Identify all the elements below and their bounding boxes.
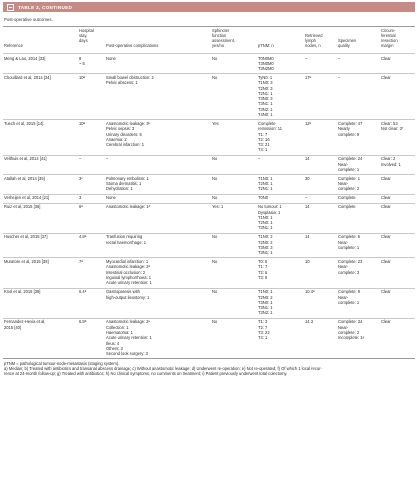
footnote-line: pTNM = pathological tumour-node-metastasis (staging system).	[4, 360, 120, 366]
table-icon	[7, 4, 14, 11]
cell-comp-line: None	[106, 55, 116, 61]
cell-ptnm-line: T2N1: 1	[258, 186, 273, 192]
cell-quality-line: complete: 1	[338, 166, 360, 172]
cell-sph	[212, 56, 217, 61]
cell-comp-line: Anastomotic leakage: 2ᵉ	[106, 319, 151, 325]
cell-ptnm	[258, 204, 282, 230]
cell-comp-line: Intestinal occlusion: 2	[106, 269, 146, 275]
cell-comp-line: None	[106, 195, 116, 201]
header-complications	[106, 43, 158, 48]
cell-sph-line: No	[212, 319, 218, 325]
cell-sph-line: No	[212, 175, 218, 181]
cell-comp-line: Collection: 1	[106, 324, 129, 330]
cell-nodes	[305, 204, 310, 209]
cell-ptnm-line: T3N0M0	[258, 60, 274, 66]
cell-margin-line: Clear: 53	[381, 121, 398, 126]
header-resection-margin-line: resection	[381, 37, 398, 43]
header-bottom-rule	[3, 53, 415, 54]
header-resection-margin-line: ferential	[381, 32, 396, 38]
cell-quality	[338, 121, 362, 137]
cell-nodes-line: –	[305, 195, 308, 201]
cell-quality-line: Complete: 24	[338, 156, 363, 162]
cell-ptnm	[258, 195, 268, 200]
cell-comp-line: Second look surgery: 3	[106, 351, 148, 357]
cell-nodes	[305, 121, 311, 126]
cell-ref	[4, 176, 45, 181]
cell-margin-line: Clear	[381, 234, 391, 240]
cell-ptnm-line: T2N0: 2	[258, 294, 273, 300]
cell-sph	[212, 121, 219, 126]
cell-margin-line: Clear	[381, 175, 391, 181]
cell-quality	[338, 234, 360, 250]
header-lymph-nodes	[305, 33, 323, 49]
cell-quality	[338, 259, 362, 275]
cell-stay	[79, 176, 83, 181]
cell-comp-line: Pelvic abscess: 1	[106, 80, 138, 86]
footnote-line: rence at 24-month follow-up; g) Treated with antibiotics; h) No clinical symptoms, no comments on treatment; i) Patient previously underwent total colectomy.	[4, 371, 288, 377]
cell-sph-line: Yes: 1	[212, 204, 224, 210]
cell-quality-line: Near-	[338, 324, 349, 330]
cell-nodes-line: 12ª	[305, 121, 312, 126]
cell-ptnm-line: T4N0: 1	[258, 112, 273, 118]
cell-margin	[381, 121, 403, 132]
cell-ptnm-line: T0N0M0	[258, 55, 274, 61]
cell-comp-line: Acute urinary retention: 1	[106, 335, 152, 341]
cell-margin	[381, 156, 401, 167]
header-ptnm-line: pTNM: n	[258, 43, 274, 49]
cell-comp	[106, 234, 146, 245]
cell-margin	[381, 176, 391, 181]
cell-sph-line: No	[212, 259, 218, 265]
cell-nodes	[305, 319, 313, 324]
cell-comp-line: Cerebral infarction: 1	[106, 142, 144, 148]
cell-sph	[212, 75, 217, 80]
cell-ptnm-line: T3N2: 1	[258, 106, 273, 112]
cell-ptnm-line: T2N0: 1	[258, 220, 273, 226]
cell-quality-line: Near-	[338, 264, 349, 270]
cell-quality-line: complete: 1	[338, 299, 360, 305]
cell-nodes-line: 14	[305, 204, 310, 210]
cell-margin	[381, 234, 391, 239]
cell-ptnm-line: T3N0: 1	[258, 299, 273, 305]
header-sphincter-assessment-line: Sphincter	[212, 27, 230, 33]
cell-nodes-line: 14	[305, 156, 310, 162]
header-sphincter-assessment-line: assessment,	[212, 37, 235, 43]
cell-comp-line: high-output ileostomy: 1	[106, 294, 150, 300]
table-bottom-rule	[3, 358, 415, 359]
cell-ptnm-line: T4: 1	[258, 147, 268, 153]
cell-stay-line: 4.8ª	[79, 234, 87, 240]
cell-margin-line: Clear	[381, 55, 391, 61]
cell-quality-line: complete: 1	[338, 244, 360, 250]
cell-comp-line: Anaemia: 2	[106, 136, 127, 142]
cell-quality-line: Near-	[338, 161, 349, 167]
header-resection-margin-line: Circum-	[381, 27, 396, 33]
cell-ref	[4, 234, 47, 239]
row-divider	[3, 73, 415, 74]
header-sphincter-assessment-line: function	[212, 32, 227, 38]
header-sphincter-assessment	[212, 28, 235, 49]
cell-margin	[381, 319, 391, 324]
cell-stay	[79, 289, 86, 294]
cell-ref-line: Huscher et al, 2015 [37]	[4, 234, 48, 240]
cell-sph	[212, 289, 217, 294]
header-hospital-stay-line: Hospital	[79, 27, 94, 33]
cell-comp	[106, 75, 154, 86]
cell-sph	[212, 156, 217, 161]
cell-margin-line: Clear: 2	[381, 156, 396, 162]
header-specimen-quality-line: quality	[338, 43, 350, 49]
cell-quality-line: –	[338, 55, 341, 61]
cell-quality-line: complete: 9	[338, 131, 360, 137]
cell-ref-line: Tuech et al, 2015 [14]	[4, 121, 44, 126]
cell-comp	[106, 56, 116, 61]
cell-stay	[79, 319, 86, 324]
cell-ref	[4, 195, 49, 200]
cell-ref-line: Fernandez-Hevia et al,	[4, 319, 46, 325]
cell-ptnm-line: T1N0: 1	[258, 214, 273, 220]
cell-sph-line: No	[212, 156, 218, 162]
cell-ptnm-line: T1: 3	[258, 319, 268, 325]
header-top-rule	[3, 26, 415, 27]
cell-ptnm-line: Complete	[258, 121, 276, 126]
cell-nodes-line: 10	[305, 259, 310, 265]
cell-quality-line: Complete: 9	[338, 289, 361, 295]
cell-ptnm-line: T0: 5	[258, 259, 268, 265]
cell-comp-line: Pelvic sepsis: 3	[106, 126, 135, 132]
cell-ptnm-line: T4: 1	[258, 335, 268, 341]
cell-stay	[79, 75, 85, 80]
cell-quality	[338, 289, 360, 305]
cell-ptnm-line: T2: 16	[258, 136, 270, 142]
cell-sph-line: No	[212, 195, 218, 201]
cell-margin-line: Clear	[381, 204, 391, 210]
cell-stay	[79, 156, 81, 161]
cell-comp-line: Others: 3	[106, 345, 123, 351]
cell-margin-line: Clear	[381, 289, 391, 295]
cell-margin-line: Clear	[381, 259, 391, 265]
cell-sph	[212, 204, 223, 209]
cell-stay-line: 6ª	[79, 204, 83, 210]
cell-ptnm-line: T3: 22	[258, 329, 270, 335]
cell-margin	[381, 75, 391, 80]
cell-sph-line: No	[212, 234, 218, 240]
cell-nodes-line: 14.3	[305, 319, 313, 325]
cell-quality-line: Complete: 1	[338, 175, 361, 181]
cell-ptnm	[258, 289, 273, 315]
cell-ptnm-line: Dysplasia: 1	[258, 209, 281, 215]
cell-stay	[79, 195, 81, 200]
cell-quality	[338, 195, 356, 200]
cell-sph-line: No	[212, 75, 218, 80]
cell-ptnm-line: T2N1: 1	[258, 90, 273, 96]
cell-nodes	[305, 195, 307, 200]
cell-ref	[4, 319, 45, 330]
cell-ref	[4, 259, 49, 264]
cell-quality-line: Near-	[338, 239, 349, 245]
cell-nodes-line: 14	[305, 234, 310, 240]
header-specimen-quality-line: Specimen	[338, 37, 357, 43]
cell-nodes	[305, 56, 307, 61]
cell-quality-line: Incomplete: 1ᵍ	[338, 335, 365, 341]
cell-stay-line: 6.4ª	[79, 289, 87, 295]
header-hospital-stay	[79, 28, 94, 44]
header-lymph-nodes-line: Retrieved	[305, 32, 323, 38]
header-hospital-stay-line: days	[79, 37, 88, 43]
cell-margin-line: Involved: 1	[381, 161, 401, 167]
cell-ref-line: 2015 [40]	[4, 324, 22, 330]
cell-ptnm-line: T3: 21	[258, 142, 270, 148]
cell-ptnm-line: T2N0: 1	[258, 181, 273, 187]
cell-sph	[212, 259, 217, 264]
header-specimen-quality	[338, 38, 356, 48]
cell-quality-line: Complete: 47	[338, 121, 363, 126]
cell-comp	[106, 289, 149, 300]
cell-comp-line: Stoma dermatitis: 1	[106, 181, 142, 187]
cell-quality-line: Complete	[338, 195, 356, 201]
cell-margin-line: Clear	[381, 75, 391, 80]
cell-comp-line: Anastomotic leakage: 2ᵈ	[106, 264, 151, 270]
cell-ptnm-line: T3N1: 1	[258, 101, 273, 107]
cell-stay-line: 10ª	[79, 121, 86, 126]
cell-ptnm-line: T1N0: 3	[258, 80, 273, 86]
cell-quality-line: Complete: 34	[338, 319, 363, 325]
cell-quality	[338, 204, 356, 209]
cell-ptnm-line: T2N0: 3	[258, 85, 273, 91]
cell-quality	[338, 56, 340, 61]
cell-ref	[4, 121, 43, 126]
cell-ptnm-line: remission: 11	[258, 126, 283, 132]
cell-ptnm-line: T1N0: 1	[258, 175, 273, 181]
cell-quality-line: Complete: 23	[338, 259, 363, 265]
cell-sph	[212, 195, 217, 200]
cell-quality	[338, 156, 362, 172]
cell-stay	[79, 56, 85, 67]
cell-ptnm-line: T3N1: 1	[258, 250, 273, 256]
cell-comp	[106, 204, 150, 209]
cell-ptnm-line: T1: 7	[258, 264, 268, 270]
cell-margin-line: Clear	[381, 319, 391, 325]
cell-comp-line: Gastroparesis with	[106, 289, 140, 295]
cell-quality-line: Near-	[338, 294, 349, 300]
cell-ref	[4, 289, 40, 294]
cell-quality-line: Nearly	[338, 126, 350, 132]
cell-ptnm	[258, 75, 273, 117]
cell-ptnm	[258, 156, 260, 161]
cell-stay-line: 8	[79, 55, 82, 61]
cell-ptnm-line: T3N2M0	[258, 66, 274, 72]
cell-comp-line: Anastomotic leakage: 3ᵇ	[106, 121, 151, 126]
header-lymph-nodes-line: lymph	[305, 37, 316, 43]
cell-quality-line: complete: 3	[338, 269, 360, 275]
cell-quality	[338, 319, 364, 340]
cell-stay-line: 3ᶜ	[79, 175, 83, 181]
cell-quality-line: Near-	[338, 181, 349, 187]
cell-comp-line: Ileus: 4	[106, 340, 120, 346]
cell-margin	[381, 56, 391, 61]
cell-ref-line: Ruiz et al, 2015 [36]	[4, 204, 41, 210]
cell-stay	[79, 234, 86, 239]
cell-ref	[4, 56, 45, 61]
cell-comp	[106, 259, 152, 285]
cell-ref-line: Velthuis et al, 2014 [41]	[4, 156, 47, 162]
cell-ref-line: Muratore et al, 2015 [38]	[4, 259, 49, 265]
cell-comp	[106, 156, 108, 161]
cell-nodes-line: 10.4ª	[305, 289, 315, 295]
cell-ref-line: Meng & Lau, 2014 [33]	[4, 55, 46, 61]
cell-margin	[381, 259, 391, 264]
cell-sph-line: Yes	[212, 121, 219, 126]
cell-ref-line: Verheijen et al, 2014 [21]	[4, 195, 50, 201]
cell-ptnm-line: T3N1: 1	[258, 225, 273, 231]
cell-nodes	[305, 289, 314, 294]
cell-comp-line: rectal haemorrhage: 1	[106, 239, 147, 245]
cell-comp-line: Inguinal lymphorrhoea: 1	[106, 275, 152, 281]
cell-quality-line: –	[338, 75, 341, 80]
cell-stay-line: 7ª	[79, 259, 83, 265]
cell-ptnm-line: TyN0: 1	[258, 75, 273, 80]
cell-ptnm-line: T3N2: 1	[258, 310, 273, 316]
header-ptnm	[258, 43, 274, 48]
cell-margin	[381, 195, 391, 200]
cell-comp-line: Urinary disorders: 5	[106, 131, 142, 137]
cell-ptnm-line: T0N0	[258, 195, 269, 201]
cell-ptnm	[258, 234, 273, 255]
cell-sph	[212, 234, 217, 239]
cell-comp-line: Dehydration: 1	[106, 186, 133, 192]
cell-quality-line: complete: 2	[338, 186, 360, 192]
cell-comp-line: Small bowel obstruction: 2	[106, 75, 154, 80]
footnote-line: a) Median; b) Treated with antibiotics and transanal abscess drainage; c) Without anastomotic leakage; d) Underwent re-operation; e) Not re-operated; f) Of which 1 local recur-	[4, 366, 322, 371]
cell-nodes	[305, 176, 310, 181]
cell-ptnm-line: T1: 7	[258, 131, 268, 137]
header-reference-line: Reference	[4, 43, 23, 49]
cell-stay	[79, 259, 83, 264]
cell-ptnm-line: T2: 6	[258, 269, 268, 275]
cell-comp-line: Myocardial infarction: 1	[106, 259, 149, 265]
cell-ptnm-line: T1N0: 2	[258, 234, 273, 240]
cell-margin-line: Not clear: 3ᶠ	[381, 126, 403, 132]
cell-ptnm	[258, 259, 267, 280]
cell-comp	[106, 319, 152, 356]
cell-ptnm	[258, 56, 274, 72]
cell-ptnm-line: T2: 7	[258, 324, 268, 330]
cell-stay	[79, 121, 85, 126]
cell-sph-line: No	[212, 289, 218, 295]
cell-comp-line: Haematoma: 1	[106, 329, 133, 335]
cell-quality	[338, 75, 340, 80]
header-complications-line: Post-operative complications	[106, 43, 159, 49]
cell-margin-line: Clear	[381, 195, 391, 201]
cell-ptnm-line: T2N0: 2	[258, 239, 273, 245]
cell-ptnm-line: T1N0: 1	[258, 289, 273, 295]
header-reference	[4, 43, 23, 48]
cell-stay-line: 10ª	[79, 75, 86, 80]
cell-sph	[212, 319, 217, 324]
header-hospital-stay-line: stay,	[79, 32, 88, 38]
cell-ptnm	[258, 176, 273, 192]
cell-sph	[212, 176, 217, 181]
cell-quality-line: Complete: 6	[338, 234, 361, 240]
cell-comp-line: –	[106, 156, 109, 162]
cell-ref	[4, 204, 40, 209]
cell-comp-line: Tranfusion requiring	[106, 234, 143, 240]
cell-ptnm-line: T3N0: 3	[258, 244, 273, 250]
cell-comp	[106, 176, 149, 192]
cell-nodes	[305, 75, 311, 80]
cell-stay-line: 3	[79, 195, 82, 201]
cell-nodes	[305, 234, 310, 239]
cell-stay-line: ~ 5	[79, 60, 85, 66]
cell-margin	[381, 204, 391, 209]
cell-comp-line: Acute urinary retention: 1	[106, 280, 152, 286]
cell-ptnm	[258, 319, 270, 340]
cell-stay	[79, 204, 83, 209]
cell-quality-line: Complete	[338, 204, 356, 210]
cell-ref-line: Chouillard et al, 2014 [34]	[4, 75, 51, 80]
cell-stay-line: –	[79, 156, 82, 162]
cell-ptnm-line: T3: 8	[258, 275, 268, 281]
table-banner	[3, 2, 415, 12]
cell-ref	[4, 156, 47, 161]
header-lymph-nodes-line: nodes, n	[305, 43, 321, 49]
cell-nodes-line: 30	[305, 175, 310, 181]
cell-sph-line: No	[212, 55, 218, 61]
cell-comp	[106, 195, 116, 200]
cell-ptnm	[258, 121, 282, 153]
header-resection-margin	[381, 28, 398, 49]
cell-nodes-line: 17ª	[305, 75, 312, 80]
table-title: TABLE 3, CONTINUED	[18, 4, 73, 10]
cell-ref-line: Atallah et al, 2014 [35]	[4, 175, 45, 181]
cell-ptnm-line: –	[258, 156, 261, 162]
cell-ref-line: Knol et al, 2015 [39]	[4, 289, 41, 295]
cell-nodes	[305, 259, 310, 264]
cell-quality-line: complete: 2	[338, 329, 360, 335]
header-resection-margin-line: margin	[381, 43, 394, 49]
cell-stay-line: 6.8ª	[79, 319, 87, 325]
cell-ref	[4, 75, 51, 80]
cell-nodes-line: –	[305, 55, 308, 61]
cell-ptnm-line: T3N0: 3	[258, 96, 273, 102]
cell-ptnm-line: T3N1: 1	[258, 305, 273, 311]
cell-comp-line: Pulmonary embolism: 1	[106, 175, 149, 181]
header-sphincter-assessment-line: yes/no	[212, 43, 225, 49]
table-subtitle: Post-operative outcomes.	[4, 17, 53, 22]
cell-nodes	[305, 156, 310, 161]
cell-ptnm-line: No tumour: 1	[258, 204, 282, 210]
cell-quality	[338, 176, 360, 192]
cell-margin	[381, 289, 391, 294]
cell-comp-line: Anastomotic leakage: 1ᵈ	[106, 204, 151, 210]
cell-comp	[106, 121, 150, 147]
